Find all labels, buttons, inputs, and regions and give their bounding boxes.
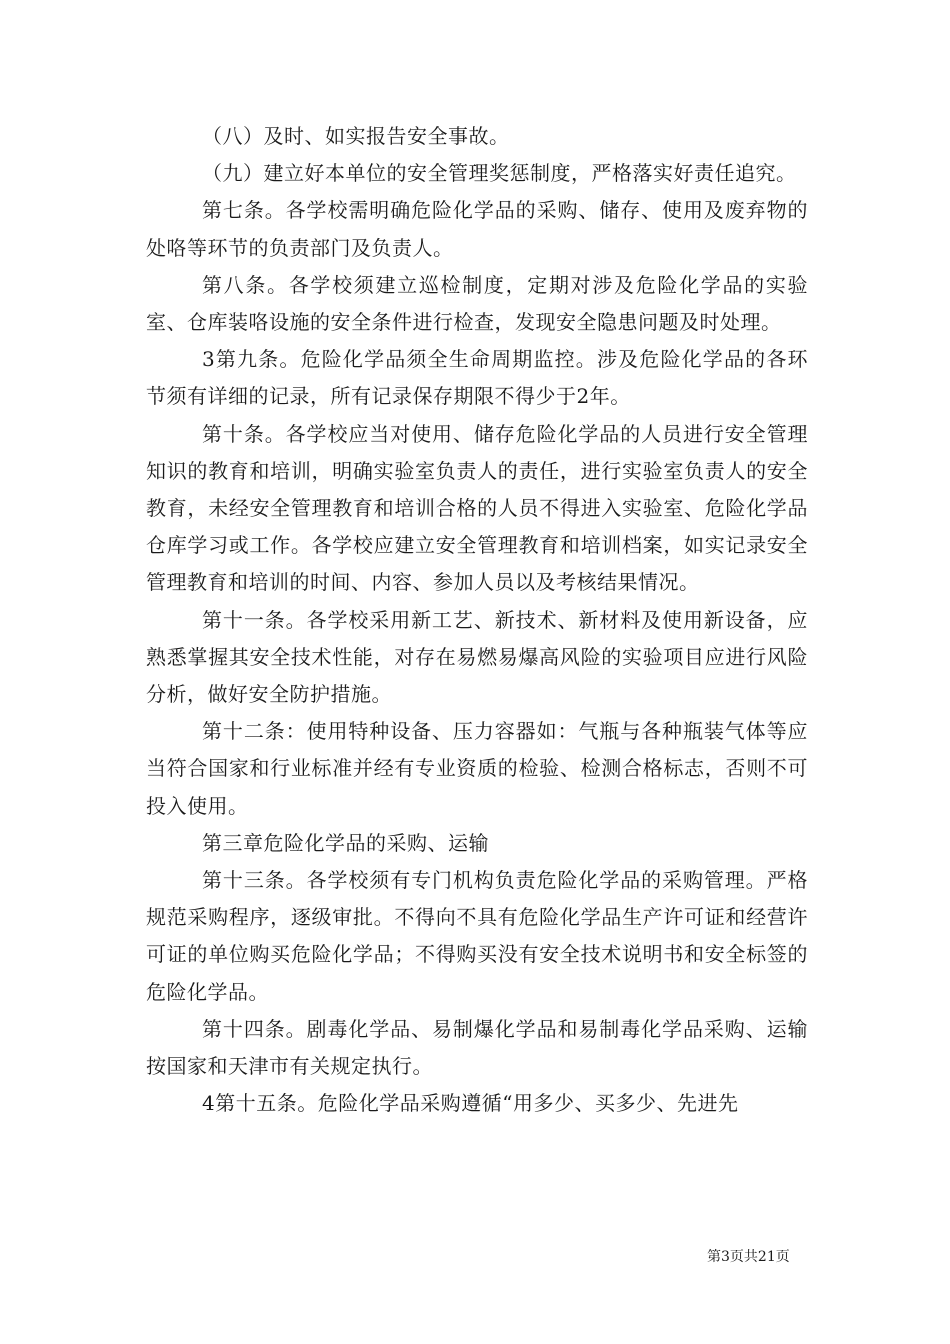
article-8: 第八条。各学校须建立巡检制度，定期对涉及危险化学品的实验室、仓库装咯设施的安全条件进行检查，发现安全隐患问题及时处理。	[146, 272, 808, 335]
article-13: 第十三条。各学校须有专门机构负责危险化学品的采购管理。严格规范采购程序，逐级审批。不得向不具有危险化学品生产许可证和经营许可证的单位购买危险化学品；不得购买没有安全技术说明书和安全标签的危险化学品。	[146, 868, 808, 1004]
article-7: 第七条。各学校需明确危险化学品的采购、储存、使用及废弃物的处咯等环节的负责部门及负责人。	[146, 198, 808, 260]
article-11: 第十一条。各学校采用新工艺、新技术、新材料及使用新设备，应熟悉掌握其安全技术性能，对存在易燃易爆高风险的实验项目应进行风险分析，做好安全防护措施。	[146, 607, 808, 707]
paragraph-9: （九）建立好本单位的安全管理奖惩制度，严格落实好责任追究。	[202, 161, 797, 186]
paragraph-8: （八）及时、如实报告安全事故。	[202, 124, 510, 148]
article-9: 3第九条。危险化学品须全生命周期监控。涉及危险化学品的各环节须有详细的记录，所有记录保存期限不得少于2年。	[146, 347, 808, 409]
article-10: 第十条。各学校应当对使用、储存危险化学品的人员进行安全管理知识的教育和培训，明确实验室负责人的责任，进行实验室负责人的安全教育，未经安全管理教育和培训合格的人员不得进入实验室、危险化学品仓库学习或工作。各学校应建立安全管理教育和培训档案，如实记录安全管理教育和培训的时间、内容、参加人员以及考核结果情况。	[146, 421, 808, 595]
page-number: 第3页共21页	[707, 1249, 790, 1265]
article-14: 第十四条。剧毒化学品、易制爆化学品和易制毒化学品采购、运输按国家和天津市有关规定执行。	[146, 1016, 808, 1079]
document-body	[146, 118, 808, 1122]
article-12: 第十二条：使用特种设备、压力容器如：气瓶与各种瓶装气体等应当符合国家和行业标准并经有专业资质的检验、检测合格标志，否则不可投入使用。	[146, 719, 808, 818]
chapter-3-heading: 第三章危险化学品的采购、运输	[202, 830, 489, 855]
article-15: 4第十五条。危险化学品采购遵循“用多少、买多少、先进先	[202, 1091, 739, 1116]
